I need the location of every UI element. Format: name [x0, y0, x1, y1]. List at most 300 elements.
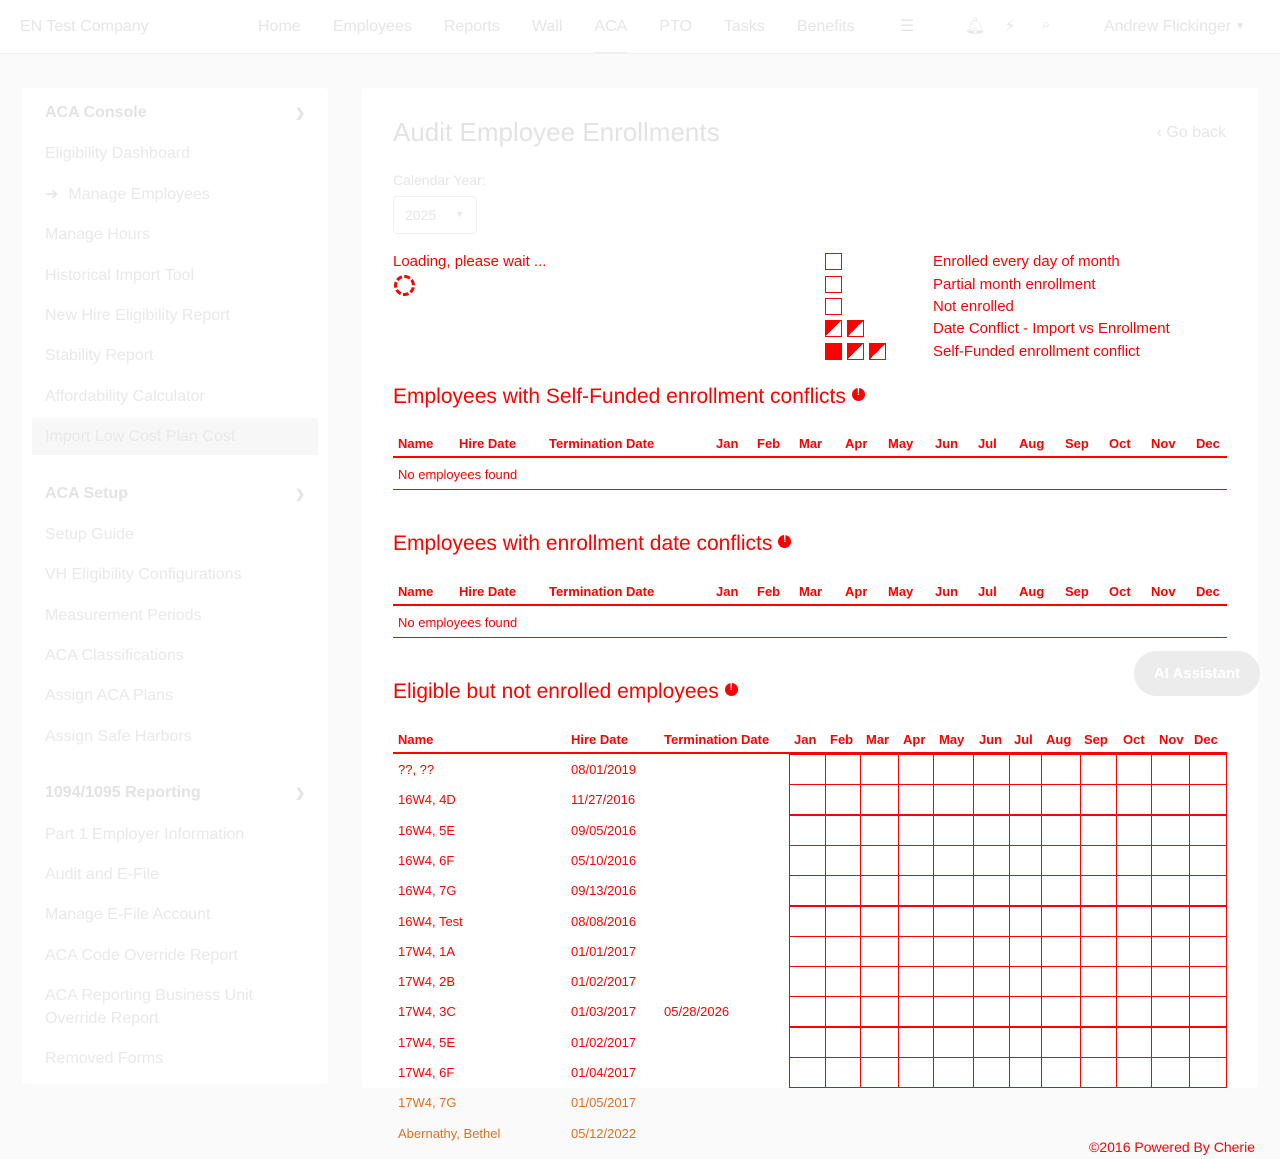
- hire-date: 01/03/2017: [571, 1004, 637, 1020]
- hire-date: 01/01/2017: [571, 943, 637, 959]
- enrollment-cell-nov: [1151, 906, 1189, 937]
- enrollment-cell-apr: [898, 936, 933, 967]
- nav-tasks[interactable]: Tasks: [723, 18, 765, 35]
- enrollment-cell-jan: [789, 936, 825, 967]
- enrollment-cell-aug: [1041, 815, 1080, 846]
- enrollment-cell-nov: [1151, 936, 1189, 967]
- enrollment-cell-may: [933, 1057, 973, 1088]
- company-name[interactable]: EN Test Company: [20, 18, 149, 35]
- enrollment-cell-oct: [1116, 906, 1151, 937]
- column-header-sep[interactable]: Sep: [1084, 732, 1108, 747]
- info-icon[interactable]: [852, 388, 865, 401]
- employee-name[interactable]: 16W4, 4D: [398, 792, 456, 808]
- enrollment-cell-feb: [825, 845, 860, 876]
- enrollment-cell-aug: [1041, 1027, 1080, 1058]
- enrollment-cell-sep: [1080, 1057, 1116, 1088]
- column-header-aug[interactable]: Aug: [1046, 732, 1072, 747]
- sidebar-item-part1-employer[interactable]: Part 1 Employer Information: [45, 826, 245, 843]
- enrollment-cell-mar: [860, 996, 898, 1027]
- column-header-aug[interactable]: Aug: [1019, 436, 1045, 451]
- enrollment-cell-dec: [1189, 754, 1227, 785]
- enrollment-cell-feb: [825, 936, 860, 967]
- column-header-apr[interactable]: Apr: [845, 436, 868, 451]
- enrollment-cell-feb: [825, 754, 860, 785]
- enrollment-cell-nov: [1151, 815, 1189, 846]
- employee-name[interactable]: 16W4, Test: [398, 913, 463, 929]
- enrollment-cell-aug: [1041, 784, 1080, 815]
- enrollment-cell-may: [933, 966, 973, 997]
- empty-message: No employees found: [398, 615, 518, 630]
- table-row[interactable]: [393, 1027, 1227, 1057]
- group-title: ACA Console: [45, 104, 147, 121]
- column-header-dec[interactable]: Dec: [1196, 436, 1220, 451]
- enrollment-cell-may: [933, 996, 973, 1027]
- column-header-jun[interactable]: Jun: [935, 584, 959, 599]
- table-row[interactable]: [393, 966, 1227, 996]
- hire-date: 09/05/2016: [571, 822, 637, 838]
- column-header-jul[interactable]: Jul: [1014, 732, 1033, 747]
- enrollment-cell-sep: [1080, 754, 1116, 785]
- legend-box-icon: [847, 343, 864, 360]
- go-back-link[interactable]: [1157, 124, 1226, 142]
- hire-date: 05/10/2016: [571, 852, 637, 868]
- sidebar: [22, 88, 328, 1084]
- column-header-jan[interactable]: Jan: [794, 732, 817, 747]
- employee-name[interactable]: 17W4, 7G: [398, 1095, 457, 1111]
- chevron-left-icon: ‹: [1156, 124, 1167, 141]
- enrollment-cell-oct: [1116, 815, 1151, 846]
- enrollment-cell-aug: [1041, 906, 1080, 937]
- legend-box-icon: [825, 253, 842, 270]
- column-header-termination-date[interactable]: Termination Date: [664, 732, 770, 747]
- section-title-eligible: [393, 680, 738, 704]
- sidebar-item-manage-hours[interactable]: Manage Hours: [45, 226, 150, 243]
- sidebar-item-code-override[interactable]: ACA Code Override Report: [45, 947, 238, 964]
- sidebar-item-label: Manage Employees: [68, 186, 210, 203]
- sidebar-item-vh-eligibility[interactable]: VH Eligibility Configurations: [45, 566, 242, 583]
- sidebar-item-bu-override[interactable]: ACA Reporting Business Unit Override Report: [45, 987, 254, 1027]
- sidebar-group-1094-reporting[interactable]: [45, 784, 305, 802]
- enrollment-cell-dec: [1189, 1057, 1227, 1088]
- sidebar-item-aca-classifications[interactable]: ACA Classifications: [45, 647, 184, 664]
- legend-label: Not enrolled: [933, 298, 1014, 315]
- enrollment-cell-jul: [1009, 1027, 1041, 1058]
- enrollment-cell-feb: [825, 1057, 860, 1088]
- enrollment-cell-jul: [1009, 875, 1041, 906]
- nav-benefits[interactable]: Benefits: [796, 18, 855, 35]
- hamburger-menu-icon[interactable]: ☰: [899, 18, 915, 35]
- column-header-hire-date[interactable]: Hire Date: [571, 732, 629, 747]
- empty-row-date-conflicts: [393, 606, 1227, 638]
- enrollment-cell-sep: [1080, 996, 1116, 1027]
- legend-self-funded: [825, 343, 1225, 363]
- enrollment-cell-aug: [1041, 875, 1080, 906]
- column-header-may[interactable]: May: [888, 584, 914, 599]
- column-header-jul[interactable]: Jul: [978, 436, 997, 451]
- enrollment-cell-jul: [1009, 754, 1041, 785]
- enrollment-cell-mar: [860, 815, 898, 846]
- section-title-date-conflicts: [393, 532, 791, 556]
- enrollment-cell-jun: [973, 936, 1009, 967]
- enrollment-cell-dec: [1189, 996, 1227, 1027]
- termination-date: 05/28/2026: [664, 1004, 730, 1020]
- bell-icon[interactable]: 🔔︎: [965, 18, 986, 35]
- enrollment-cell-may: [933, 936, 973, 967]
- info-icon[interactable]: [725, 683, 738, 696]
- caret-down-icon: ▼: [1235, 21, 1246, 32]
- nav-wall[interactable]: Wall: [531, 18, 563, 35]
- employee-name[interactable]: 17W4, 5E: [398, 1034, 456, 1050]
- column-header-oct[interactable]: Oct: [1109, 584, 1131, 599]
- enrollment-cell-sep: [1080, 815, 1116, 846]
- table-row[interactable]: [393, 1087, 1227, 1117]
- enrollment-cell-may: [933, 754, 973, 785]
- chevron-down-icon: ❯: [294, 786, 305, 800]
- chevron-down-icon: ❯: [294, 487, 305, 501]
- column-header-apr[interactable]: Apr: [903, 732, 926, 747]
- enrollment-cell-jan: [789, 1027, 825, 1058]
- column-header-feb[interactable]: Feb: [830, 732, 854, 747]
- legend-box-icon: [825, 276, 842, 293]
- enrollment-cell-oct: [1116, 875, 1151, 906]
- enrollment-cell-apr: [898, 875, 933, 906]
- enrollment-cell-feb: [825, 966, 860, 997]
- column-header-aug[interactable]: Aug: [1019, 584, 1045, 599]
- column-header-apr[interactable]: Apr: [845, 584, 868, 599]
- sidebar-item-import-low-cost[interactable]: Import Low Cost Plan Cost: [32, 418, 318, 455]
- enrollment-cell-dec: [1189, 875, 1227, 906]
- top-navbar: [0, 0, 1280, 54]
- legend-label: Self-Funded enrollment conflict: [933, 343, 1140, 360]
- column-header-hire-date[interactable]: Hire Date: [459, 436, 517, 451]
- employee-name[interactable]: 17W4, 3C: [398, 1004, 456, 1020]
- sidebar-item-new-hire-report[interactable]: New Hire Eligibility Report: [45, 307, 230, 324]
- enrollment-cell-feb: [825, 875, 860, 906]
- arrow-right-icon: ➔: [45, 186, 59, 203]
- enrollment-cell-aug: [1041, 754, 1080, 785]
- page-title: Audit Employee Enrollments: [393, 117, 720, 147]
- enrollment-cell-sep: [1080, 1027, 1116, 1058]
- sidebar-item-measurement-periods[interactable]: Measurement Periods: [45, 607, 202, 624]
- main-panel: [362, 88, 1258, 1141]
- legend-box-icon: [869, 343, 886, 360]
- table-row[interactable]: [393, 1057, 1227, 1087]
- enrollment-cell-nov: [1151, 996, 1189, 1027]
- column-header-mar[interactable]: Mar: [799, 436, 823, 451]
- enrollment-cell-feb: [825, 784, 860, 815]
- enrollment-cell-jul: [1009, 996, 1041, 1027]
- enrollment-cell-mar: [860, 906, 898, 937]
- enrollment-cell-apr: [898, 966, 933, 997]
- enrollment-cell-nov: [1151, 875, 1189, 906]
- enrollment-cell-dec: [1189, 1027, 1227, 1058]
- table-row[interactable]: [393, 845, 1227, 875]
- column-header-may[interactable]: May: [939, 732, 965, 747]
- enrollment-cell-mar: [860, 845, 898, 876]
- hire-date: 09/13/2016: [571, 883, 637, 899]
- table-row[interactable]: [393, 906, 1227, 936]
- enrollment-cell-jun: [973, 845, 1009, 876]
- enrollment-cell-jul: [1009, 966, 1041, 997]
- employee-name[interactable]: 17W4, 2B: [398, 974, 456, 990]
- user-name: Andrew Flickinger: [1104, 18, 1232, 35]
- sidebar-item-affordability-calculator[interactable]: Affordability Calculator: [45, 388, 205, 405]
- table-header-date-conflicts: [393, 576, 1227, 606]
- enrollment-cell-jan: [789, 875, 825, 906]
- column-header-feb[interactable]: Feb: [757, 436, 781, 451]
- employee-name[interactable]: Abernathy, Bethel: [398, 1125, 501, 1141]
- enrollment-cell-dec: [1189, 845, 1227, 876]
- enrollment-cell-may: [933, 815, 973, 846]
- enrollment-cell-jan: [789, 815, 825, 846]
- sidebar-item-manage-employees[interactable]: [45, 183, 305, 206]
- nav-pto[interactable]: PTO: [659, 18, 692, 35]
- enrollment-cell-sep: [1080, 936, 1116, 967]
- table-row[interactable]: [393, 754, 1227, 784]
- hire-date: 11/27/2016: [571, 792, 636, 808]
- enrollment-cell-oct: [1116, 754, 1151, 785]
- enrollment-cell-dec: [1189, 784, 1227, 815]
- legend-label: Partial month enrollment: [933, 276, 1096, 293]
- enrollment-cell-jun: [973, 754, 1009, 785]
- column-header-jan[interactable]: Jan: [716, 584, 739, 599]
- enrollment-cell-nov: [1151, 966, 1189, 997]
- column-header-mar[interactable]: Mar: [866, 732, 890, 747]
- footer-text: ©2016 Powered By Cherie: [1089, 1139, 1255, 1155]
- column-header-oct[interactable]: Oct: [1123, 732, 1145, 747]
- section-title-text: Employees with enrollment date conflicts: [393, 532, 773, 555]
- enrollment-cell-dec: [1189, 966, 1227, 997]
- enrollment-cell-aug: [1041, 966, 1080, 997]
- enrollment-cell-apr: [898, 815, 933, 846]
- column-header-nov[interactable]: Nov: [1151, 436, 1176, 451]
- enrollment-cell-oct: [1116, 966, 1151, 997]
- enrollment-cell-jun: [973, 966, 1009, 997]
- sidebar-item-historical-import[interactable]: Historical Import Tool: [45, 267, 195, 284]
- enrollment-cell-jan: [789, 845, 825, 876]
- employee-name[interactable]: ??, ??: [398, 762, 435, 777]
- caret-down-icon: ▼: [455, 209, 464, 219]
- enrollment-cell-mar: [860, 784, 898, 815]
- column-header-jul[interactable]: Jul: [978, 584, 997, 599]
- column-header-jun[interactable]: Jun: [979, 732, 1003, 747]
- legend-box-icon: [825, 343, 842, 360]
- sidebar-item-stability-report[interactable]: Stability Report: [45, 347, 154, 364]
- enrollment-cell-jan: [789, 906, 825, 937]
- legend-partial: [825, 276, 1225, 296]
- enrollment-cell-apr: [898, 784, 933, 815]
- nav-aca[interactable]: ACA: [578, 0, 643, 54]
- table-row[interactable]: [393, 815, 1227, 845]
- employee-name[interactable]: 17W4, 1A: [398, 943, 456, 959]
- enrollment-cell-jul: [1009, 845, 1041, 876]
- enrollment-cell-dec: [1189, 906, 1227, 937]
- enrollment-cell-oct: [1116, 996, 1151, 1027]
- sidebar-item-setup-guide[interactable]: Setup Guide: [45, 526, 134, 543]
- enrollment-cell-sep: [1080, 784, 1116, 815]
- calendar-year-value: 2025: [405, 207, 437, 223]
- enrollment-cell-apr: [898, 1057, 933, 1088]
- enrollment-cell-nov: [1151, 784, 1189, 815]
- legend-not-enrolled: [825, 298, 1225, 318]
- search-icon[interactable]: ⌕: [1041, 16, 1051, 33]
- enrollment-cell-dec: [1189, 936, 1227, 967]
- legend-box-icon: [825, 320, 842, 337]
- user-menu[interactable]: [1104, 18, 1245, 36]
- calendar-year-label: Calendar Year:: [393, 172, 486, 188]
- employee-name[interactable]: 16W4, 5E: [398, 822, 456, 838]
- enrollment-cell-oct: [1116, 784, 1151, 815]
- enrollment-cell-apr: [898, 1027, 933, 1058]
- ai-assistant-button[interactable]: AI Assistant: [1134, 651, 1260, 696]
- enrollment-cell-jul: [1009, 906, 1041, 937]
- group-title: 1094/1095 Reporting: [45, 784, 201, 801]
- enrollment-cell-sep: [1080, 875, 1116, 906]
- column-header-jan[interactable]: Jan: [716, 436, 739, 451]
- section-title-self-funded: [393, 385, 865, 409]
- chevron-down-icon: ❯: [294, 106, 305, 120]
- hire-date: 01/02/2017: [571, 974, 637, 990]
- employee-name[interactable]: 17W4, 6F: [398, 1065, 455, 1080]
- enrollment-cell-apr: [898, 906, 933, 937]
- column-header-oct[interactable]: Oct: [1109, 436, 1131, 451]
- column-header-jun[interactable]: Jun: [935, 436, 959, 451]
- empty-message: No employees found: [398, 467, 518, 482]
- column-header-nov[interactable]: Nov: [1151, 584, 1176, 599]
- enrollment-cell-mar: [860, 1057, 898, 1088]
- column-header-name[interactable]: Name: [398, 732, 434, 747]
- column-header-mar[interactable]: Mar: [799, 584, 823, 599]
- sidebar-group-aca-console[interactable]: [45, 104, 305, 122]
- enrollment-cell-jun: [973, 815, 1009, 846]
- enrollment-cell-jan: [789, 1057, 825, 1088]
- table-row[interactable]: [393, 875, 1227, 905]
- enrollment-cell-mar: [860, 875, 898, 906]
- enrollment-cell-feb: [825, 815, 860, 846]
- nav-links: [242, 0, 871, 54]
- enrollment-cell-feb: [825, 1027, 860, 1058]
- column-header-may[interactable]: May: [888, 436, 914, 451]
- sidebar-item-eligibility-dashboard[interactable]: Eligibility Dashboard: [45, 145, 190, 162]
- column-header-sep[interactable]: Sep: [1065, 436, 1089, 451]
- enrollment-cell-jun: [973, 875, 1009, 906]
- sidebar-item-audit-efile[interactable]: Audit and E-File: [45, 866, 159, 883]
- sidebar-item-manage-efile[interactable]: Manage E-File Account: [45, 906, 211, 923]
- enrollment-cell-feb: [825, 996, 860, 1027]
- legend-enrolled: [825, 253, 1225, 273]
- enrollment-cell-nov: [1151, 845, 1189, 876]
- employee-name[interactable]: 16W4, 6F: [398, 852, 455, 868]
- enrollment-cell-apr: [898, 996, 933, 1027]
- sidebar-item-assign-aca-plans[interactable]: Assign ACA Plans: [45, 687, 174, 704]
- enrollment-cell-dec: [1189, 815, 1227, 846]
- column-header-dec[interactable]: Dec: [1194, 732, 1218, 747]
- column-header-termination-date[interactable]: Termination Date: [549, 436, 655, 451]
- nav-reports[interactable]: Reports: [443, 18, 500, 35]
- enrollment-cell-nov: [1151, 754, 1189, 785]
- sidebar-item-removed-forms[interactable]: Removed Forms: [45, 1050, 164, 1067]
- employee-name[interactable]: 16W4, 7G: [398, 883, 457, 899]
- loading-text: Loading, please wait ...: [393, 253, 547, 270]
- enrollment-cell-may: [933, 845, 973, 876]
- enrollment-cell-jun: [973, 906, 1009, 937]
- enrollment-cell-aug: [1041, 936, 1080, 967]
- column-header-name[interactable]: Name: [398, 436, 434, 451]
- column-header-nov[interactable]: Nov: [1159, 732, 1184, 747]
- hire-date: 01/02/2017: [571, 1034, 637, 1050]
- hire-date: 08/01/2019: [571, 762, 637, 777]
- enrollment-cell-apr: [898, 754, 933, 785]
- enrollment-cell-jan: [789, 966, 825, 997]
- enrollment-cell-mar: [860, 966, 898, 997]
- enrollment-cell-may: [933, 1027, 973, 1058]
- enrollment-cell-jan: [789, 784, 825, 815]
- enrollment-cell-sep: [1080, 845, 1116, 876]
- enrollment-cell-jul: [1009, 1057, 1041, 1088]
- sidebar-item-assign-safe-harbors[interactable]: Assign Safe Harbors: [45, 728, 192, 745]
- enrollment-cell-jun: [973, 1027, 1009, 1058]
- column-header-sep[interactable]: Sep: [1065, 584, 1089, 599]
- enrollment-cell-may: [933, 875, 973, 906]
- enrollment-cell-may: [933, 784, 973, 815]
- column-header-hire-date[interactable]: Hire Date: [459, 584, 517, 599]
- enrollment-cell-jan: [789, 996, 825, 1027]
- enrollment-cell-jul: [1009, 815, 1041, 846]
- section-title-text: Employees with Self-Funded enrollment conflicts: [393, 385, 846, 408]
- lightning-icon[interactable]: ⚡︎: [1004, 18, 1016, 35]
- table-row[interactable]: [393, 936, 1227, 966]
- enrollment-cell-jun: [973, 784, 1009, 815]
- enrollment-cell-jul: [1009, 784, 1041, 815]
- legend-date-conflict: [825, 320, 1225, 340]
- column-header-dec[interactable]: Dec: [1196, 584, 1220, 599]
- hire-date: 01/05/2017: [571, 1095, 637, 1111]
- legend-box-icon: [847, 320, 864, 337]
- enrollment-cell-nov: [1151, 1027, 1189, 1058]
- go-back-label: Go back: [1166, 124, 1226, 141]
- loading-spinner-icon: [394, 275, 415, 296]
- enrollment-cell-oct: [1116, 1057, 1151, 1088]
- enrollment-cell-aug: [1041, 1057, 1080, 1088]
- column-header-name[interactable]: Name: [398, 584, 434, 599]
- hire-date: 01/04/2017: [571, 1065, 637, 1080]
- enrollment-cell-apr: [898, 845, 933, 876]
- enrollment-cell-jun: [973, 1057, 1009, 1088]
- calendar-year-select[interactable]: [393, 196, 477, 234]
- enrollment-cell-nov: [1151, 1057, 1189, 1088]
- column-header-feb[interactable]: Feb: [757, 584, 781, 599]
- table-row[interactable]: [393, 996, 1227, 1026]
- nav-employees[interactable]: Employees: [332, 18, 412, 35]
- enrollment-cell-mar: [860, 754, 898, 785]
- legend-box-icon: [825, 298, 842, 315]
- sidebar-group-aca-setup[interactable]: [45, 485, 305, 503]
- enrollment-cell-may: [933, 906, 973, 937]
- table-row[interactable]: [393, 784, 1227, 814]
- nav-home[interactable]: Home: [258, 18, 301, 35]
- table-header-eligible: [393, 724, 1227, 754]
- column-header-termination-date[interactable]: Termination Date: [549, 584, 655, 599]
- enrollment-cell-oct: [1116, 845, 1151, 876]
- enrollment-cell-sep: [1080, 906, 1116, 937]
- enrollment-cell-oct: [1116, 1027, 1151, 1058]
- hire-date: 05/12/2022: [571, 1125, 637, 1141]
- info-icon[interactable]: [778, 535, 791, 548]
- hire-date: 08/08/2016: [571, 913, 637, 929]
- enrollment-cell-sep: [1080, 966, 1116, 997]
- enrollment-cell-aug: [1041, 845, 1080, 876]
- enrollment-cell-aug: [1041, 996, 1080, 1027]
